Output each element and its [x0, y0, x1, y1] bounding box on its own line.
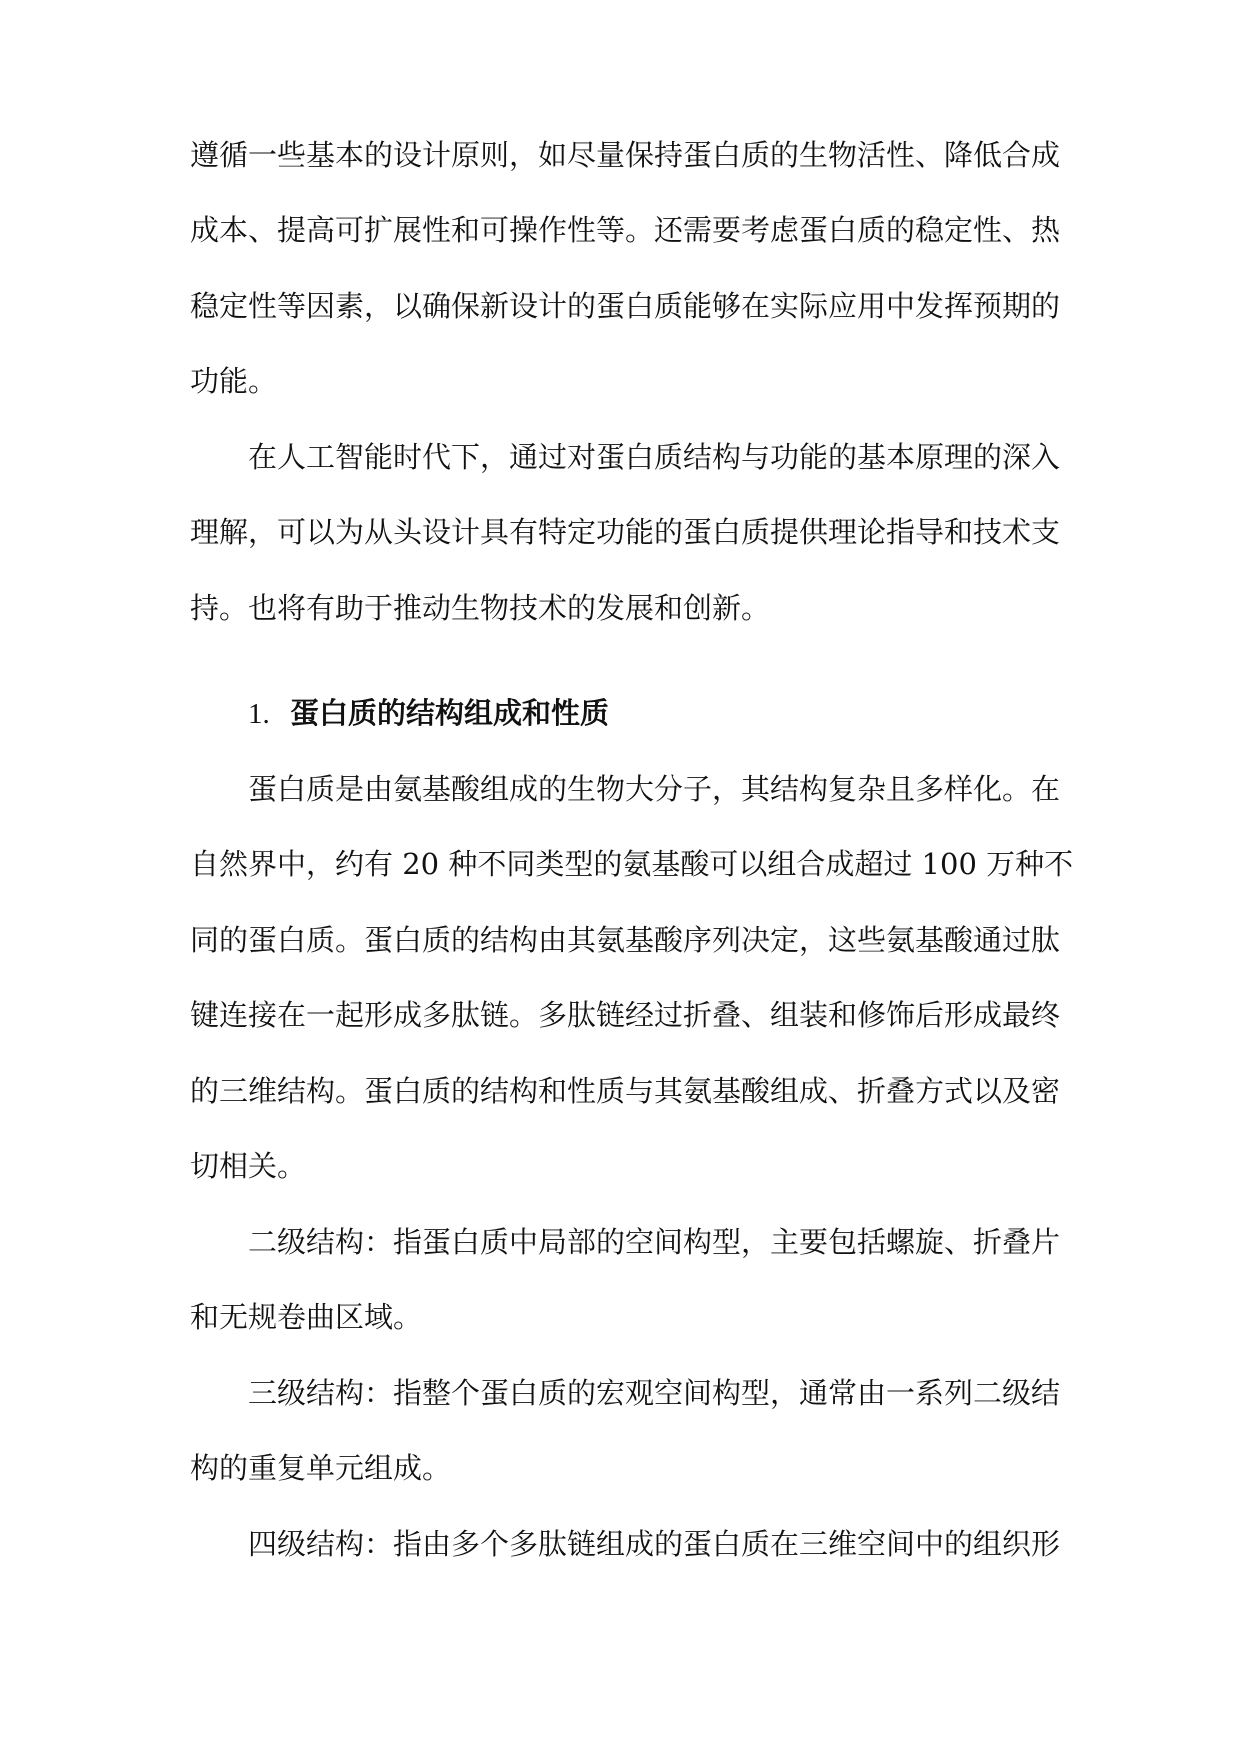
- paragraph-line: 功能。: [190, 364, 278, 398]
- paragraph-line: 键连接在一起形成多肽链。多肽链经过折叠、组装和修饰后形成最终: [190, 998, 1061, 1032]
- paragraph-line: 同的蛋白质。蛋白质的结构由其氨基酸序列决定，这些氨基酸通过肽: [190, 923, 1061, 957]
- paragraph-line: 自然界中，约有 20 种不同类型的氨基酸可以组合成超过 100 万种不: [190, 847, 1074, 881]
- paragraph-line: 构的重复单元组成。: [190, 1451, 452, 1485]
- paragraph-line: 蛋白质是由氨基酸组成的生物大分子，其结构复杂且多样化。在: [248, 772, 1061, 806]
- paragraph-line: 和无规卷曲区域。: [190, 1300, 423, 1334]
- section-title: 蛋白质的结构组成和性质: [290, 696, 610, 730]
- paragraph-line: 遵循一些基本的设计原则，如尽量保持蛋白质的生物活性、降低合成: [190, 138, 1061, 172]
- paragraph-line: 三级结构：指整个蛋白质的宏观空间构型，通常由一系列二级结: [248, 1376, 1061, 1410]
- section-number: 1.: [248, 698, 270, 730]
- paragraph-line: 理解，可以为从头设计具有特定功能的蛋白质提供理论指导和技术支: [190, 515, 1061, 549]
- paragraph-line: 稳定性等因素，以确保新设计的蛋白质能够在实际应用中发挥预期的: [190, 289, 1061, 323]
- paragraph-line: 持。也将有助于推动生物技术的发展和创新。: [190, 591, 771, 625]
- paragraph-line: 切相关。: [190, 1149, 307, 1183]
- paragraph-line: 的三维结构。蛋白质的结构和性质与其氨基酸组成、折叠方式以及密: [190, 1074, 1061, 1108]
- paragraph-line: 在人工智能时代下，通过对蛋白质结构与功能的基本原理的深入: [248, 440, 1061, 474]
- section-heading: [248, 693, 609, 733]
- paragraph-line: 二级结构：指蛋白质中局部的空间构型，主要包括螺旋、折叠片: [248, 1225, 1061, 1259]
- paragraph-line: 四级结构：指由多个多肽链组成的蛋白质在三维空间中的组织形: [248, 1527, 1061, 1561]
- paragraph-line: 成本、提高可扩展性和可操作性等。还需要考虑蛋白质的稳定性、热: [190, 213, 1061, 247]
